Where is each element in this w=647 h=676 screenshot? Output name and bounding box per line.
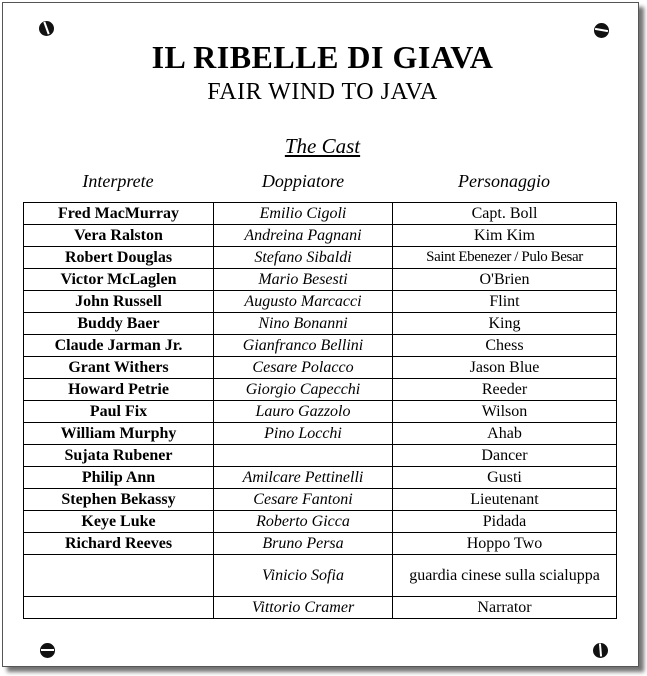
screw-icon [40,643,55,658]
dubber-cell: Augusto Marcacci [214,291,393,313]
column-header-dubber: Doppiatore [261,171,345,191]
role-cell: Saint Ebenezer / Pulo Besar [393,247,617,269]
table-row [24,467,617,489]
table-row [24,401,617,423]
dubber-cell: Andreina Pagnani [214,225,393,247]
page-subtitle: FAIR WIND TO JAVA [207,79,438,105]
table-row [24,291,617,313]
table-row [24,203,617,225]
role-cell: Hoppo Two [393,533,617,555]
role-cell: guardia cinese sulla scialuppa [393,555,617,597]
role-cell: King [393,313,617,335]
column-header-role: Personaggio [458,171,550,191]
actor-cell: Stephen Bekassy [24,489,214,511]
dubber-cell: Cesare Fantoni [214,489,393,511]
role-cell: Ahab [393,423,617,445]
actor-cell: Howard Petrie [24,379,214,401]
dubber-cell: Lauro Gazzolo [214,401,393,423]
actor-cell: Claude Jarman Jr. [24,335,214,357]
actor-cell: Grant Withers [24,357,214,379]
actor-cell: John Russell [24,291,214,313]
actor-cell: Buddy Baer [24,313,214,335]
dubber-cell: Roberto Gicca [214,511,393,533]
table-row [24,511,617,533]
role-cell: Chess [393,335,617,357]
dubber-cell: Giorgio Capecchi [214,379,393,401]
table-row [24,555,617,597]
actor-cell: Vera Ralston [24,225,214,247]
table-row [24,533,617,555]
table-row [24,489,617,511]
dubber-cell: Nino Bonanni [214,313,393,335]
table-row [24,379,617,401]
role-cell: Pidada [393,511,617,533]
cast-plaque [2,2,639,667]
dubber-cell: Mario Besesti [214,269,393,291]
column-header-actor: Interprete [82,171,154,191]
role-cell: Jason Blue [393,357,617,379]
actor-cell: Fred MacMurray [24,203,214,225]
dubber-cell: Vinicio Sofia [214,555,393,597]
dubber-cell [214,445,393,467]
role-cell: O'Brien [393,269,617,291]
table-row [24,247,617,269]
role-cell: Reeder [393,379,617,401]
actor-cell [24,597,214,619]
actor-cell: Richard Reeves [24,533,214,555]
table-row [24,269,617,291]
role-cell: Flint [393,291,617,313]
table-row [24,313,617,335]
screw-icon [593,643,608,658]
actor-cell: Keye Luke [24,511,214,533]
actor-cell: Sujata Rubener [24,445,214,467]
screw-icon [594,23,609,38]
role-cell: Narrator [393,597,617,619]
dubber-cell: Vittorio Cramer [214,597,393,619]
dubber-cell: Amilcare Pettinelli [214,467,393,489]
section-title: The Cast [284,134,361,158]
role-cell: Lieutenant [393,489,617,511]
actor-cell: William Murphy [24,423,214,445]
actor-cell: Philip Ann [24,467,214,489]
table-row [24,225,617,247]
cast-table [23,202,617,619]
dubber-cell: Stefano Sibaldi [214,247,393,269]
table-row [24,597,617,619]
actor-cell: Robert Douglas [24,247,214,269]
table-row [24,335,617,357]
role-cell: Wilson [393,401,617,423]
role-cell: Capt. Boll [393,203,617,225]
role-cell: Gusti [393,467,617,489]
dubber-cell: Pino Locchi [214,423,393,445]
screw-icon [39,21,54,36]
dubber-cell: Bruno Persa [214,533,393,555]
actor-cell: Victor McLaglen [24,269,214,291]
actor-cell: Paul Fix [24,401,214,423]
dubber-cell: Cesare Polacco [214,357,393,379]
table-row [24,445,617,467]
table-row [24,423,617,445]
role-cell: Kim Kim [393,225,617,247]
actor-cell [24,555,214,597]
dubber-cell: Emilio Cigoli [214,203,393,225]
table-row [24,357,617,379]
page-title: IL RIBELLE DI GIAVA [151,39,494,75]
dubber-cell: Gianfranco Bellini [214,335,393,357]
role-cell: Dancer [393,445,617,467]
